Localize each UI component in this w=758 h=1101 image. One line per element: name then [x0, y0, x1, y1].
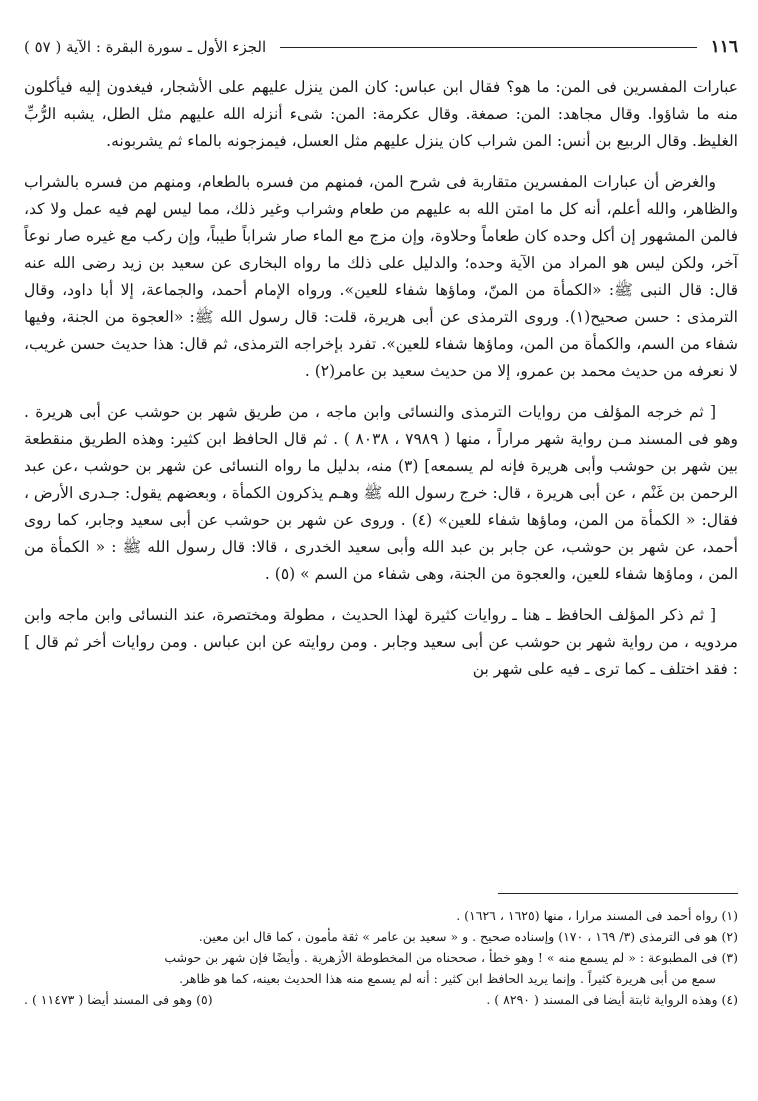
footnote-4: (٤) وهذه الرواية ثابتة أيضا فى المسند ( ٨٢٩٠ ) .	[486, 992, 738, 1007]
paragraph-3: [ ثم خرجه المؤلف من روايات الترمذى والنسائى وابن ماجه ، من طريق شهر بن حوشب عن أبى هريرة . وهو فى المسند مـن رواية شهر مراراً ، منها ( ٧٩٨٩ ، ٨٠٣٨ ) . ثم قال الحافظ ابن كثير: وهذه الطريق منقطعة بين شهر بن حوشب وأبى هريرة فإنه لم يسمعه] (٣) منه، بدليل ما رواه النسائى عن شهر بن حوشب ،عن عبد الرحمن بن غَنْم ، عن أبى هريرة ، قال: خرج رسول الله ﷺ وهـم يذكرون الكمأة ، وبعضهم يقول: جـدرى الأرض ، فقال: « الكمأة من المن، وماؤها شفاء للعين» (٤) . وروى عن شهر بن حوشب عن أبى سعيد وجابر، كما روى أحمد، عن شهر بن حوشب، عن جابر بن عبد الله وأبى سعيد الخدرى ، قالا: قال رسول الله ﷺ : « الكمأة من المن ، وماؤها شفاء للعين، والعجوة من الجنة، وهى شفاء من السم » (٥) .	[24, 403, 738, 583]
footnotes	[24, 905, 738, 1010]
footnote-1: (١) رواه أحمد فى المسند مرارا ، منها (١٦٢٥ ، ١٦٢٦) .	[456, 908, 738, 923]
main-text	[24, 74, 738, 697]
header-rule	[280, 47, 696, 48]
page-number: ١١٦	[710, 37, 738, 57]
footnote-3: (٣) فى المطبوعة : « لم يسمع منه » ! وهو خطأ ، صححناه من المخطوطة الأزهرية . وأيضًا فإن شهر بن حوشب	[164, 950, 738, 965]
footnote-separator	[498, 893, 738, 894]
footnote-row-4-5	[24, 989, 738, 1010]
running-header	[24, 34, 738, 60]
paragraph-4: [ ثم ذكر المؤلف الحافظ ـ هنا ـ روايات كثيرة لهذا الحديث ، مطولة ومختصرة، عند النسائى وابن ماجه وابن مردويه ، من رواية شهر بن حوشب عن أبى سعيد وجابر . ومن روايته عن ابن عباس . ومن روايات أخر ثم قال ] : فقد اختلف ـ كما ترى ـ فيه على شهر بن	[24, 606, 738, 678]
paragraph-2: والغرض أن عبارات المفسرين متقاربة فى شرح المن، فمنهم من فسره بالطعام، ومنهم من فسره بالشراب والظاهر، والله أعلم، أنه كل ما امتن الله به عليهم من طعام وشراب وغير ذلك، مما ليس لهم فيه عمل ولا كد، فالمن المشهور إن أكل وحده كان طعاماً وحلاوة، وإن مزج مع الماء صار شراباً طيباً، وإن ركب مع غيره صار نوعاً آخر، ولكن ليس هو المراد من الآية وحده؛ والدليل على ذلك ما رواه البخارى عن سعيد بن زيد رضى الله عنه قال: قال النبى ﷺ: «الكمأة من المنّ، وماؤها شفاء للعين». ورواه الإمام أحمد، والجماعة، إلا أبا داود، وقال الترمذى : حسن صحيح(١). وروى الترمذى عن أبى هريرة، قلت: قال رسول الله ﷺ: «العجوة من الجنة، وفيها شفاء من السم، والكمأة من المن، وماؤها شفاء للعين». تفرد بإخراجه الترمذى، ثم قال: هذا حديث حسن غريب، لا نعرفه من حديث محمد بن عمرو، إلا من حديث سعيد بن عامر(٢) .	[24, 173, 738, 380]
running-title: الجزء الأول ـ سورة البقرة : الآية ( ٥٧ )	[24, 38, 267, 56]
paragraph-1: عبارات المفسرين فى المن: ما هو؟ فقال ابن عباس: كان المن ينزل عليهم على الأشجار، فيغدون إليه فيأكلون منه ما شاؤوا. وقال مجاهد: المن: صمغة. وقال عكرمة: المن: شىء أنزله الله عليهم مثل الطل، يشبه الرُّبِّ الغليظ. وقال الربيع بن أنس: المن شراب كان ينزل عليهم مثل العسل، فيمزجونه بالماء ثم يشربونه.	[24, 78, 738, 150]
footnote-3-continued: سمع من أبى هريرة كثيراً . وإنما يريد الحافظ ابن كثير : أنه لم يسمع منه هذا الحديث بعينه، كما هو ظاهر.	[179, 971, 716, 986]
footnote-2: (٢) هو فى الترمذى (٣/ ١٦٩ ، ١٧٠) وإسناده صحيح . و « سعيد بن عامر » ثقة مأمون ، كما قال ابن معين.	[198, 929, 738, 944]
footnote-5: (٥) وهو فى المسند أيضا ( ١١٤٧٣ ) .	[24, 992, 213, 1007]
